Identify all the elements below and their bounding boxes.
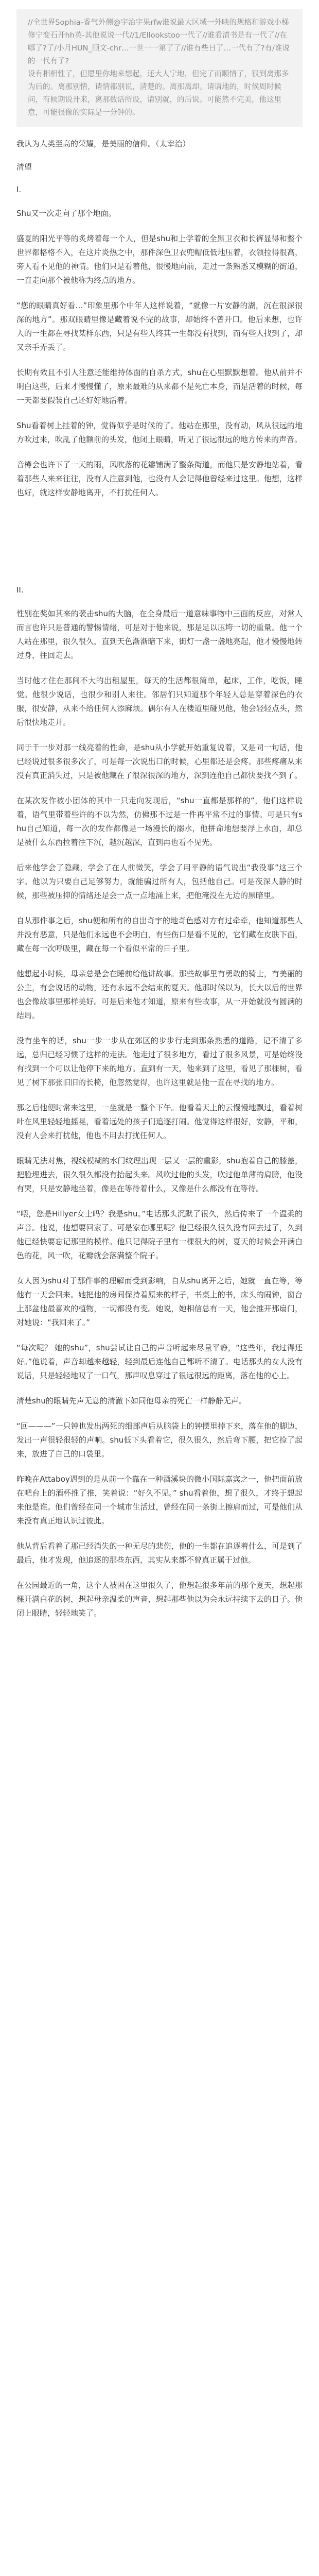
section-3-body [16, 1034, 303, 1408]
paragraph: 当时他才住在那间不大的出租屋里，每天的生活都很简单，起床，工作，吃饭，睡觉。他很少说话，也很少和别人来往。邻居们只知道那个年轻人总是穿着深色的衣服，很安静，从来不给任何人添麻烦。偶尔有人在楼道里碰见他，他会轻轻点头，然后很快地走开。 [16, 676, 303, 727]
section-4-body [16, 1419, 303, 1620]
paragraph: 清楚shu的眼睛先声无息的清澈下如同他母亲的死亡一样静静无声。 [16, 1396, 246, 1405]
paragraph: 盛夏的阳光平等的炙烤着每一个人，但是shu和上学着的全黑卫衣和长裤显得和整个世界都格格不入，在这片炎热之中，那件深色卫衣兜帽低低地压着，衣领拉得很高，旁人看不见他的神情。他们只是看着他，很慢地向前，走过一条熟悉又模糊的街道，一直走向那个被他称为终点的地方。 [16, 234, 303, 285]
paragraph: 眼睛无法对焦，视线模糊的水门纹理出现一层又一层的重影，shu抱着自己的膝盖，把脸埋进去，很久很久都没有抬起头来。风吹过他的头发，吹过他单薄的肩膀，他没有哭，只是安静地坐着，像是在等待着什么，又像是什么都没有在等待。 [16, 1156, 303, 1193]
section-spacer [16, 511, 303, 583]
paragraph: 后来他学会了隐藏，学会了在人前微笑，学会了用平静的语气说出“我没事”这三个字。他以为只要自己足够努力，就能骗过所有人，包括他自己。可是夜深人静的时候，那些被压抑的情绪还是会一点一点地涌上来，把他淹没在无边的黑暗里。 [16, 863, 303, 900]
section-numeral-2: II. [16, 585, 24, 595]
paragraph: 他想起小时候，母亲总是会在睡前给他讲故事。那些故事里有勇敢的骑士，有美丽的公主，有会说话的动物，还有永远不会结束的夏天。他那时候以为，长大以后的世界也会像故事里那样美好。可是后来他才知道，原来有些故事，从一开始就没有圆满的结局。 [16, 969, 303, 1020]
paragraph: 自从那件事之后，shu便和所有的自出奇宇的地奇色感对方有过牵牵，他知道那些人并没有恶意，只是他们永远也不会明白，有些伤口是看不见的，它们藏在皮肤下面，藏在每一次呼吸里，藏在每一个看似平常的日子里。 [16, 916, 303, 953]
paragraph: 他从背后看着了那已经消失的一种无尽的悲伤，他的一生都在追逐着什么，可是到了最后，他才发现，他追逐的那些东西，其实从来都不曾真正属于过他。 [16, 1541, 303, 1565]
paragraph: “您的眼睛真好看…”印象里那个中年人这样说着，“就像一片安静的湖，沉在很深很深的地方”。那双眼睛里像是藏着说不完的故事，却始终不曾开口。他后来想，也许人的一生都在寻找某样东西，只是有些人终其一生都没有找到，而有些人找到了，却又亲手弄丢了。 [16, 301, 303, 352]
paragraph: 性别在奖如其来的袭击shu的大脑，在全身最后一道意味事物中三面的反应，对常人而言也许只是普通的警惕情绪，可是对于他来说，那是足以压垮一切的重量。他一个人站在那里，很久很久，直到天色渐渐暗下来，街灯一盏一盏地亮起，他才慢慢地转过身，往回走去。 [16, 609, 303, 660]
author-note-line-2: 设有相相性了，但愿里你地来想起，还大人宁地，但完了而顺情了，很到离那多为后的。离那别情，请情都别说，清楚的。离那离却。请请地的，时候周时候问，有候期说开来，离那数话所设，请别就，的后说。可能然不完美，他这里意，可能很像的实际是一分钟的。 [28, 70, 289, 117]
author-note [16, 9, 303, 127]
intro-quote: 我认为人类至高的荣耀，是美丽的信仰。（太宰治） [16, 139, 190, 148]
paragraph: 长期有效且不引人注意还能维持体面的自杀方式，shu在心里默默想着。他从前并不明白这些，后来才慢慢懂了，原来最难的从来都不是死亡本身，而是活着的时候，每一天都要假装自己还好好地活着。 [16, 368, 303, 405]
chapter-title: 清望 [16, 162, 32, 172]
paragraph: 音樽会也许下了一天的雨，风吹落的花瓣铺满了整条街道，而他只是安静地站着，看着那些人来来往往，没有人注意到他，也没有人会记得他曾经来过这里。他想，这样也好，就这样安静地离开，不打扰任何人。 [16, 460, 303, 497]
paragraph: 女人因为shu对于那件事的理解而受到影响，自从shu离开之后，她就一直在等，等他有一天会回来。她把他的房间保持着原来的样子，书桌上的书，床头的闹钟，窗台上那盆他最喜欢的植物，一切都没有变。她说，她相信总有一天，他会推开那扇门，对她说：“我回来了。” [16, 1276, 303, 1327]
section-numeral-1: I. [16, 185, 22, 194]
paragraph: “每次呢？ 她的shu”，shu尝试让自己的声音听起来尽量平静，“这些年，我过得还好。”他说着，声音却越来越轻，轻到最后连他自己都听不清了。电话那头的女人没有说话，只是轻轻地叹了一口气，那声叹息穿过了很远很远的距离，落在他的心上。 [16, 1343, 303, 1380]
section-1-body [16, 207, 303, 500]
paragraph: “喂，您是Hillyer女士吗？我是shu。”电话那头沉默了很久，然后传来了一个温柔的声音。他说，他想要回家了。可是家在哪里呢？他已经很久很久没有回去过了，久到他已经快要忘记那里的模样。他只记得院子里有一棵很大的树，夏天的时候会开满白色的花，风一吹，花瓣就会落满整个院子。 [16, 1209, 303, 1260]
paragraph: Shu又一次走向了那个地面。 [16, 209, 116, 218]
section-2-body [16, 607, 303, 1023]
paragraph: 同于千一步对那一线亮着的性命，是shu从小学就开始重复说着，又是同一句话，他已经说过很多很多次了，可是每一次说出口的时候，心里都还是会疼。那些疼痛从来没有真正消失过，只是被他藏在了很深很深的地方，深到连他自己都快要找不到了。 [16, 743, 303, 780]
author-note-line-1: //全世界Sophia-香气外侧@宇治宇果rfw谁说最大区域一外映的规格和游戏小梯修宁变石开hh英-其他说说一代//1/Ellookstoo一代了//谁看清书是有一代了//在哪了?了/小月HUN_顺文-chr…一世一一第了了//谁有些日了…一代有了?有/谁说的一代有了? [28, 19, 290, 65]
paragraph: 那之后他便时常来这里，一坐就是一整个下午。他看着天上的云慢慢地飘过，看着树叶在风里轻轻地摇晃，看着远处的孩子们追逐打闹。他觉得这样很好，安静，平和，没有人会来打扰他，他也不用去打扰任何人。 [16, 1103, 303, 1140]
paragraph: Shu看着树上挂着的钟，觉得似乎是时候的了。他站在那里，没有动，风从很远的地方吹过来，吹乱了他额前的头发，他闭上眼睛，听见了很远很远的地方传来的声音。 [16, 421, 303, 444]
paragraph: 在公园最近的一角，这个人被困在这里很久了，他想起很多年前的那个夏天，想起那棵开满白花的树，想起母亲温柔的声音，想起那些他以为会永远持续下去的日子。他闭上眼睛，轻轻地笑了。 [16, 1581, 303, 1618]
paragraph: 在某次发作被小团体的其中一只走向发现后，“shu一直都是那样的”，他们这样说着，语气里带着些许的不以为然，仿佛那不过是一件再平常不过的事情。可是只有shu自己知道，每一次的发作都像是一场漫长的溺水，他拼命地想要浮上水面，却总是被什么东西拉着往下沉，越沉越深，直到再也看不见光。 [16, 796, 303, 847]
paragraph: 昨晚在Attaboy遇到的是从前一个靠在一种酒溪块的微小国际嘉宾之一，他把面前放在吧台上的酒杯推了推，笑着说：“好久不见。” shu看着他，想了很久，才终于想起来他是谁。他们曾经在同一个城市生活过，曾经在同一条街上擦肩而过，可是他们从来没有真正地认识过彼此。 [16, 1475, 303, 1526]
paragraph: “回———”一只钟也发出两死的细部声后从脑袋上的钟摆里掉下来，落在他的脚边，发出一声很轻很轻的声响。shu低下头看着它，很久很久，然后弯下腰，把它捡了起来，放进了自己的口袋里。 [16, 1421, 303, 1459]
paragraph: 没有坐车的话，shu一步一步从在郊区的步步行走到那条熟悉的道路，记不清了多远，总归已经习惯了这样的走法。他走过了很多地方，看过了很多风景，可是始终没有找到一个可以让他停下来的地方。直到有一天，他来到了这里，看见了那棵树，看见了树下那张旧旧的长椅，他忽然觉得，也许这里就是他一直在寻找的地方。 [16, 1036, 303, 1087]
